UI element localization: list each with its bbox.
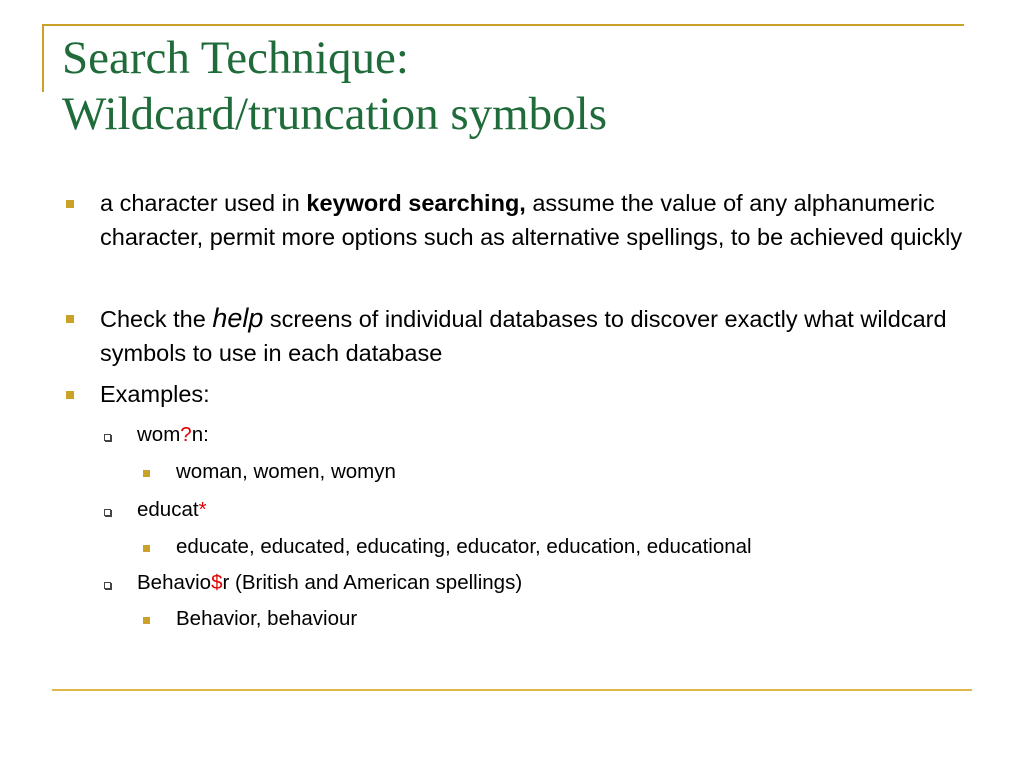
bullet-definition-post: assume the value of any alphanumeric character, permit more options such as alternative spellings, to be achieved quickly [100, 190, 963, 250]
slide-title [62, 30, 962, 142]
square-bullet-icon [66, 200, 74, 208]
title-line-2: Wildcard/truncation symbols [62, 88, 608, 140]
example-result-text: Behavior, behaviour [176, 607, 358, 630]
example-pattern-pre: educat [137, 498, 199, 521]
square-bullet-icon [143, 470, 150, 477]
frame-top-rule [42, 24, 964, 26]
example-pattern [137, 421, 997, 449]
example-pattern-pre: wom [137, 423, 181, 446]
bullet-examples-label: Examples: [100, 381, 210, 407]
footer-rule [52, 689, 972, 691]
example-result [176, 605, 1006, 633]
bullet-definition-keyword: keyword searching, [306, 190, 526, 216]
example-result [176, 458, 1006, 486]
example-pattern-post: r (British and American spellings) [222, 571, 523, 594]
square-bullet-icon [143, 617, 150, 624]
title-line-1: Search Technique: [62, 32, 409, 84]
bullet-help-pre: Check the [100, 306, 213, 332]
example-pattern [137, 569, 997, 597]
example-pattern-post: n: [191, 423, 209, 446]
square-bullet-icon [143, 545, 150, 552]
hollow-square-bullet-icon [104, 582, 111, 589]
wildcard-symbol: ? [180, 423, 192, 446]
bullet-examples [100, 377, 980, 411]
square-bullet-icon [66, 391, 74, 399]
hollow-square-bullet-icon [104, 434, 111, 441]
example-pattern-pre: Behavio [137, 571, 212, 594]
frame-left-rule [42, 24, 44, 92]
example-result [176, 533, 1006, 561]
bullet-help-italic: help [212, 303, 264, 333]
bullet-definition-pre: a character used in [100, 190, 307, 216]
square-bullet-icon [66, 315, 74, 323]
bullet-definition [100, 186, 980, 254]
wildcard-symbol: $ [211, 571, 223, 594]
bullet-help-post: screens of individual databases to discover exactly what wildcard symbols to use in each database [100, 306, 947, 366]
example-pattern [137, 496, 997, 524]
hollow-square-bullet-icon [104, 509, 111, 516]
bullet-help [100, 301, 980, 370]
wildcard-symbol: * [198, 498, 207, 521]
example-result-text: educate, educated, educating, educator, education, educational [176, 535, 752, 558]
example-result-text: woman, women, womyn [176, 460, 396, 483]
